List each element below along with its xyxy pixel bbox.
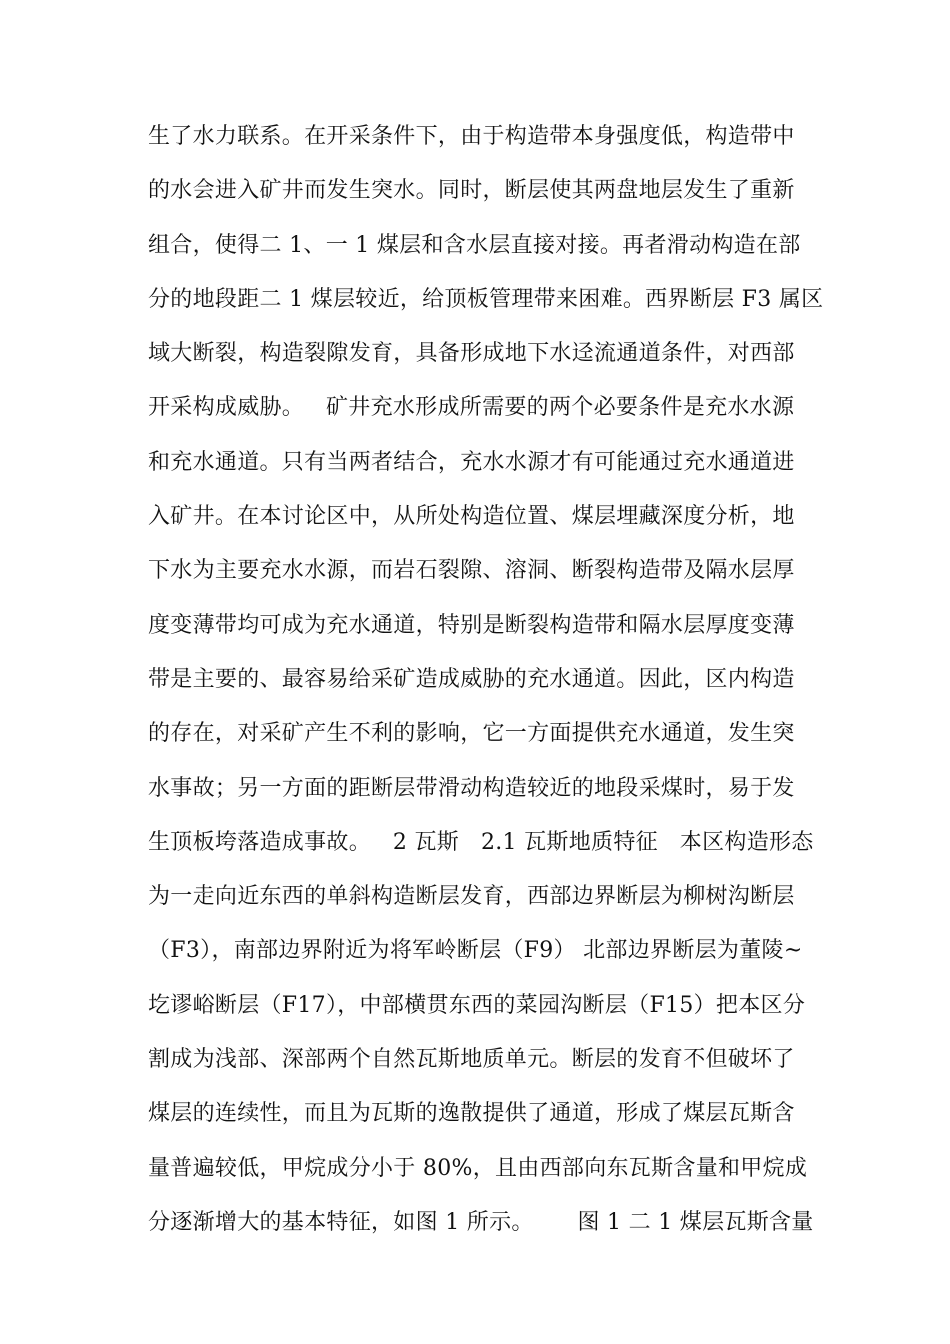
text-line: 割成为浅部、深部两个自然瓦斯地质单元。断层的发育不但破坏了 (148, 1047, 795, 1073)
text-line: （F3），南部边界附近为将军岭断层（F9） 北部边界断层为董陵~ (148, 938, 803, 964)
text-line: 的水会进入矿井而发生突水。同时，断层使其两盘地层发生了重新 (148, 178, 795, 204)
text-line: 和充水通道。只有当两者结合，充水水源才有可能通过充水通道进 (148, 449, 795, 475)
text-line: 生顶板垮落造成事故。 2 瓦斯 2.1 瓦斯地质特征 本区构造形态 (148, 829, 814, 855)
text-line: 圪谬峪断层（F17），中部横贯东西的菜园沟断层（F15）把本区分 (148, 992, 806, 1018)
text-line: 生了水力联系。在开采条件下，由于构造带本身强度低，构造带中 (148, 124, 795, 149)
text-line: 域大断裂，构造裂隙发育，具备形成地下水迳流通道条件，对西部 (148, 341, 795, 367)
text-line: 水事故；另一方面的距断层带滑动构造较近的地段采煤时，易于发 (148, 775, 795, 801)
text-line: 煤层的连续性，而且为瓦斯的逸散提供了通道，形成了煤层瓦斯含 (148, 1101, 795, 1127)
text-line: 开采构成威胁。 矿井充水形成所需要的两个必要条件是充水水源 (148, 395, 795, 421)
text-line: 入矿井。在本讨论区中，从所处构造位置、煤层埋藏深度分析，地 (148, 504, 795, 530)
text-line: 分逐渐增大的基本特征，如图 1 所示。 图 1 二 1 煤层瓦斯含量 (148, 1209, 814, 1235)
text-line: 度变薄带均可成为充水通道，特别是断裂构造带和隔水层厚度变薄 (148, 612, 795, 638)
text-line: 组合，使得二 1、一 1 煤层和含水层直接对接。再者滑动构造在部 (148, 232, 801, 258)
text-line: 为一走向近东西的单斜构造断层发育，西部边界断层为柳树沟断层 (148, 884, 795, 910)
text-line: 下水为主要充水水源，而岩石裂隙、溶洞、断裂构造带及隔水层厚 (148, 558, 795, 584)
text-line: 带是主要的、最容易给采矿造成威胁的充水通道。因此，区内构造 (148, 666, 795, 692)
body-text (148, 115, 824, 1255)
text-line: 量普遍较低，甲烷成分小于 80%，且由西部向东瓦斯含量和甲烷成 (148, 1155, 808, 1181)
text-line: 的存在，对采矿产生不利的影响，它一方面提供充水通道，发生突 (148, 721, 795, 747)
text-line: 分的地段距二 1 煤层较近，给顶板管理带来困难。西界断层 F3 属区 (148, 286, 824, 312)
